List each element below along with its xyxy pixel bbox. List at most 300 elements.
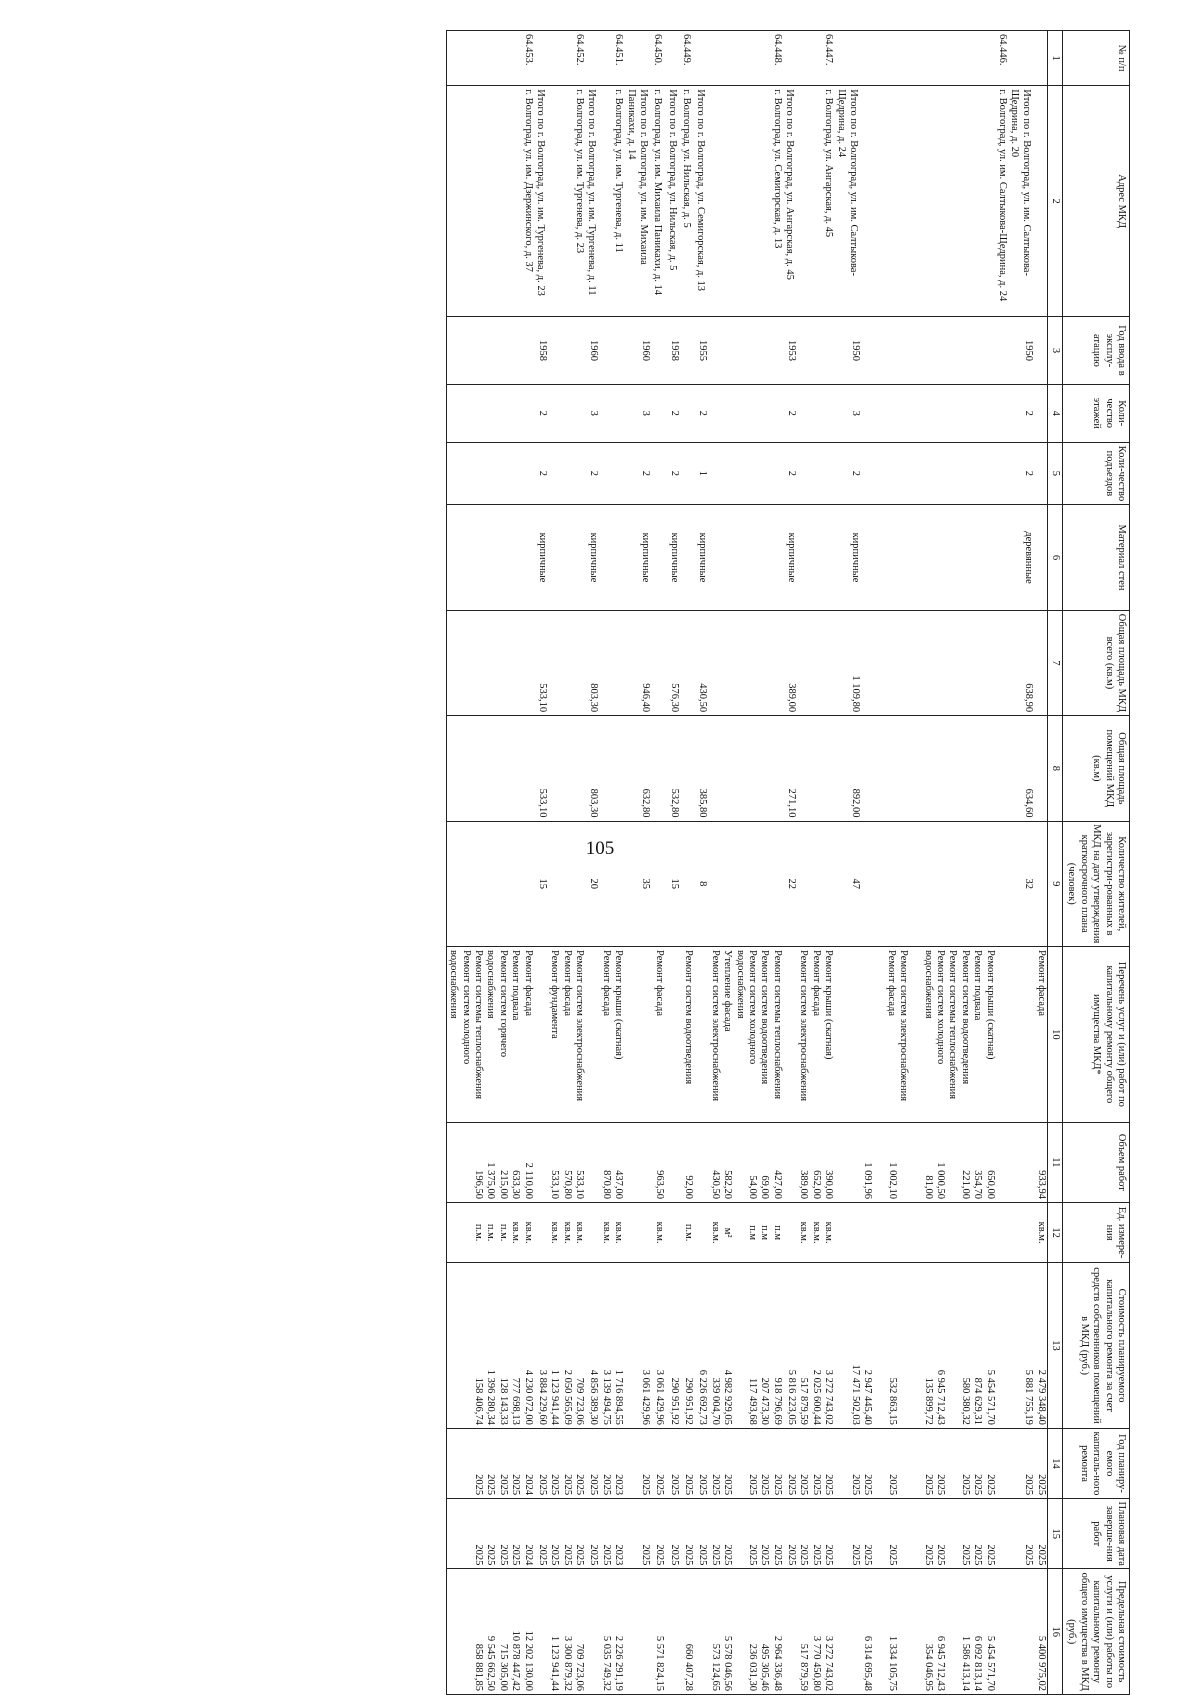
table-header <box>1047 31 1129 1695</box>
plan-year-line: 2025 <box>862 1474 874 1496</box>
residents-count <box>797 821 834 946</box>
work-volume-line <box>536 1126 548 1199</box>
end-year-line: 2025 <box>759 1544 771 1566</box>
table-row <box>1034 31 1047 1695</box>
rooms-area: 532,80 <box>665 716 679 821</box>
limit-cost <box>651 1569 665 1695</box>
plan-year-line: 2025 <box>537 1474 548 1496</box>
total-area <box>709 610 734 715</box>
plan-year-line: 2025 <box>935 1474 947 1496</box>
unit-cell-line: кв.м. <box>574 1221 586 1244</box>
entrances-count <box>797 442 834 505</box>
limit-cost <box>548 1569 585 1695</box>
planned-cost-line: 158 406,74 <box>473 1377 485 1425</box>
entrances-count <box>680 442 694 505</box>
limit-cost-line: 858 881,85 <box>473 1643 485 1691</box>
row-number: 64.452. <box>548 31 585 86</box>
planned-cost-line: 207 473,30 <box>759 1377 771 1425</box>
planned-cost-line <box>873 1266 885 1425</box>
planned-cost-line: 2 479 348,40 <box>1035 1369 1047 1425</box>
limit-cost-line <box>785 1572 797 1691</box>
limit-cost <box>797 1569 834 1695</box>
wall-material <box>600 505 625 610</box>
end-year-line: 2025 <box>473 1544 485 1566</box>
work-volume-line: 570,80 <box>561 1170 573 1199</box>
plan-year-line: 2025 <box>549 1474 561 1496</box>
end-year-line: 2025 <box>640 1544 651 1566</box>
works-list-line: Ремонт систем электроснабжения <box>798 950 810 1102</box>
end-year <box>861 1499 1008 1569</box>
work-volume-line: 427,00 <box>771 1170 783 1199</box>
plan-year-line: 2025 <box>697 1474 709 1496</box>
address-cell: г. Волгоград, ул. им. Салтыкова-Щедрина, д. 24 <box>861 86 1008 317</box>
page-number: 105 <box>585 838 615 859</box>
end-year-line: 2025 <box>1035 1544 1047 1566</box>
year-built <box>548 317 585 385</box>
unit-cell-line: кв.м. <box>549 1221 561 1244</box>
unit-cell-line: кв.м. <box>798 1221 810 1244</box>
end-year-line <box>996 1502 1008 1565</box>
works-list-line: Ремонт подвала <box>510 950 522 1021</box>
col-number: 9 <box>1047 821 1062 946</box>
planned-cost-line <box>996 1266 1008 1425</box>
work-volume <box>548 1122 585 1202</box>
table-row <box>600 31 625 1695</box>
residents-count <box>651 821 665 946</box>
limit-cost <box>585 1569 599 1695</box>
unit-cell-line: п.м <box>759 1225 771 1241</box>
end-year <box>797 1499 834 1569</box>
planned-cost-line <box>910 1266 922 1425</box>
works-list-line: Ремонт крыши (скатная) <box>984 950 996 1060</box>
header-col-16: Предельная стоимость услуги и (или) работы по капитальному ремонту общего имущества в МКД (руб.) <box>1063 1569 1130 1695</box>
end-year-line: 2025 <box>823 1544 835 1566</box>
table-row <box>733 31 783 1695</box>
end-year <box>534 1499 548 1569</box>
year-built: 1950 <box>1008 317 1035 385</box>
wall-material: кирпичные <box>665 505 679 610</box>
address-cell: г. Волгоград, ул. Семигорская, д. 13 <box>733 86 783 317</box>
plan-year-line: 2025 <box>668 1474 680 1496</box>
entrances-count: 2 <box>834 442 861 505</box>
end-year-line: 2025 <box>709 1544 721 1566</box>
planned-cost <box>665 1263 679 1429</box>
header-col-3: Год ввода в эксплу-атацию <box>1063 317 1130 385</box>
end-year-line: 2025 <box>574 1544 586 1566</box>
planned-cost-line <box>947 1266 959 1425</box>
works-list-line <box>909 950 921 1119</box>
total-area: 946,40 <box>624 610 651 715</box>
unit-cell-line <box>668 1206 680 1259</box>
planned-cost-line: 3 061 429,96 <box>640 1369 651 1425</box>
plan-year-line: 2025 <box>709 1474 721 1496</box>
planned-cost-line: 290 951,92 <box>683 1377 695 1425</box>
col-number: 15 <box>1047 1499 1062 1569</box>
entrances-count: 2 <box>1008 442 1035 505</box>
limit-cost <box>665 1569 679 1695</box>
row-number <box>585 31 599 86</box>
works-list <box>783 947 797 1123</box>
col-number: 16 <box>1047 1569 1062 1695</box>
unit-cell <box>665 1202 679 1262</box>
header-col-15: Плановая дата заверше-ния работ <box>1063 1499 1130 1569</box>
end-year <box>733 1499 783 1569</box>
residents-count <box>600 821 625 946</box>
planned-cost <box>534 1263 548 1429</box>
plan-year <box>665 1428 679 1498</box>
table-body <box>447 31 1048 1695</box>
end-year-line: 2025 <box>1023 1544 1035 1566</box>
end-year-line: 2025 <box>537 1544 548 1566</box>
work-volume <box>680 1122 694 1202</box>
unit-cell-line <box>996 1206 1008 1259</box>
works-list-line: Ремонт систем водоотведения <box>959 950 971 1085</box>
work-volume-line: 54,00 <box>747 1175 758 1199</box>
col-number: 3 <box>1047 317 1062 385</box>
plan-year-line <box>996 1432 1008 1495</box>
limit-cost <box>733 1569 783 1695</box>
work-volume <box>651 1122 665 1202</box>
rooms-area: 803,30 <box>585 716 599 821</box>
end-year-line: 2025 <box>510 1544 522 1566</box>
works-list-line <box>785 950 797 1119</box>
end-year-line: 2025 <box>850 1544 861 1566</box>
unit-cell <box>834 1202 861 1262</box>
plan-year <box>624 1428 651 1498</box>
planned-cost-line: 2 025 600,44 <box>810 1369 822 1425</box>
rooms-area <box>1034 716 1047 821</box>
work-volume <box>534 1122 548 1202</box>
limit-cost-line: 3 300 879,32 <box>561 1635 573 1691</box>
work-volume-line <box>898 1126 910 1199</box>
limit-cost-line: 573 124,65 <box>709 1643 721 1691</box>
table-row <box>834 31 861 1695</box>
plan-year <box>861 1428 1008 1498</box>
limit-cost-line: 715 305,00 <box>497 1643 509 1691</box>
address-cell: Итого по г. Волгоград, ул. Ангарская, д. 45 <box>783 86 797 317</box>
planned-cost <box>651 1263 665 1429</box>
works-list-line: Ремонт систем холодного водоснабжения <box>734 950 758 1065</box>
total-area <box>447 610 534 715</box>
residents-count: 15 <box>665 821 679 946</box>
limit-cost <box>709 1569 734 1695</box>
limit-cost-line: 495 305,46 <box>759 1643 771 1691</box>
unit-cell-line <box>888 1206 900 1259</box>
limit-cost-line <box>1022 1572 1034 1691</box>
works-list <box>651 947 665 1123</box>
end-year-line: 2025 <box>668 1544 680 1566</box>
end-year <box>548 1499 585 1569</box>
planned-cost-line: 3 272 743,02 <box>823 1369 835 1425</box>
works-list <box>1008 947 1035 1123</box>
rooms-area: 632,80 <box>624 716 651 821</box>
residents-count <box>680 821 694 946</box>
work-volume-line <box>639 1126 651 1199</box>
address-cell: Итого по г. Волгоград, ул. им. Салтыкова-Щедрина, д. 24 <box>834 86 861 317</box>
end-year-line: 2025 <box>747 1544 758 1566</box>
work-volume-line: 196,50 <box>473 1170 485 1199</box>
limit-cost-line: 2 226 291,19 <box>613 1635 625 1691</box>
unit-cell-line <box>924 1206 936 1259</box>
residents-count <box>447 821 534 946</box>
limit-cost-line: 1 334 105,75 <box>886 1635 898 1691</box>
work-volume-line: 92,00 <box>683 1175 695 1199</box>
header-col-13: Стоимость планируемого капитального ремонта за счет средств собственников помещений в МКД (руб.) <box>1063 1263 1130 1429</box>
planned-cost-line: 5 454 571,70 <box>984 1369 996 1425</box>
unit-cell <box>585 1202 599 1262</box>
unit-cell-line <box>912 1206 924 1259</box>
unit-cell-line <box>900 1206 912 1259</box>
col-number: 11 <box>1047 1122 1062 1202</box>
residents-count <box>548 821 585 946</box>
limit-cost <box>834 1569 861 1695</box>
limit-cost-line <box>588 1572 600 1691</box>
limit-cost-line: 3 272 743,02 <box>823 1635 835 1691</box>
floors-count: 2 <box>783 384 797 442</box>
planned-cost <box>548 1263 585 1429</box>
limit-cost-line: 5 571 824,15 <box>654 1635 666 1691</box>
year-built <box>861 317 1008 385</box>
plan-year <box>548 1428 585 1498</box>
rooms-area: 634,60 <box>1008 716 1035 821</box>
table-row <box>1008 31 1035 1695</box>
works-list-line: Ремонт фасада <box>654 950 666 1017</box>
works-list-line <box>1022 950 1034 1119</box>
planned-cost-line: 532 863,15 <box>886 1377 898 1425</box>
end-year-line: 2024 <box>522 1544 534 1566</box>
rooms-area: 271,10 <box>783 716 797 821</box>
work-volume-line: 933,94 <box>1035 1170 1047 1199</box>
end-year-line <box>873 1502 885 1565</box>
plan-year <box>585 1428 599 1498</box>
end-year <box>834 1499 861 1569</box>
year-built <box>600 317 625 385</box>
end-year <box>651 1499 665 1569</box>
plan-year-line: 2025 <box>798 1474 810 1496</box>
planned-cost-line: 3 061 429,96 <box>654 1369 666 1425</box>
unit-cell-line <box>785 1206 797 1259</box>
plan-year-line: 2025 <box>683 1474 695 1496</box>
header-col-4: Коли-чество этажей <box>1063 384 1130 442</box>
row-number: 64.446. <box>861 31 1008 86</box>
row-number: 64.451. <box>600 31 625 86</box>
unit-cell <box>861 1202 1008 1262</box>
year-built: 1955 <box>694 317 708 385</box>
end-year <box>585 1499 599 1569</box>
end-year <box>624 1499 651 1569</box>
works-list-line: Ремонт систем электроснабжения <box>898 950 910 1102</box>
limit-cost-line: 3 770 450,80 <box>810 1635 822 1691</box>
limit-cost-line <box>910 1572 922 1691</box>
plan-year-line: 2025 <box>497 1474 509 1496</box>
unit-cell <box>680 1202 694 1262</box>
work-volume-line: 652,00 <box>810 1170 822 1199</box>
work-volume-line: 354,70 <box>972 1170 984 1199</box>
total-area <box>680 610 694 715</box>
work-volume-line: 390,00 <box>823 1170 835 1199</box>
floors-count <box>733 384 783 442</box>
limit-cost <box>534 1569 548 1695</box>
works-list-line <box>697 950 709 1119</box>
header-col-2: Адрес МКД <box>1063 86 1130 317</box>
planned-cost-line: 2 050 565,09 <box>561 1369 573 1425</box>
limit-cost-line: 5 035 749,32 <box>600 1635 612 1691</box>
works-list <box>1034 947 1047 1123</box>
work-volume-line: 1 002,10 <box>886 1162 898 1199</box>
works-list-line <box>668 950 680 1119</box>
work-volume <box>797 1122 834 1202</box>
floors-count <box>680 384 694 442</box>
header-col-11: Объем работ <box>1063 1122 1130 1202</box>
residents-count: 15 <box>534 821 548 946</box>
row-number: 64.450. <box>651 31 665 86</box>
planned-cost <box>585 1263 599 1429</box>
residents-count: 22 <box>783 821 797 946</box>
table-row <box>680 31 694 1695</box>
works-list-line: Ремонт фасада <box>522 950 534 1017</box>
planned-cost-line: 1 396 280,34 <box>485 1369 497 1425</box>
limit-cost <box>1008 1569 1035 1695</box>
row-number <box>665 31 679 86</box>
year-built <box>447 317 534 385</box>
row-number: 64.453. <box>447 31 534 86</box>
planned-cost-line: 6 226 692,73 <box>697 1369 709 1425</box>
planned-cost-line: 135 899,72 <box>923 1377 935 1425</box>
plan-year <box>534 1428 548 1498</box>
works-list-line: Ремонт систем горячего водоснабжения <box>485 950 509 1058</box>
planned-cost <box>733 1263 783 1429</box>
planned-cost-line: 17 471 502,03 <box>850 1364 861 1425</box>
plan-year <box>680 1428 694 1498</box>
works-list-line: Ремонт систем электроснабжения <box>709 950 721 1102</box>
floors-count <box>861 384 1008 442</box>
total-area <box>600 610 625 715</box>
plan-year <box>834 1428 861 1498</box>
work-volume-line: 582,20 <box>722 1170 734 1199</box>
total-area: 576,30 <box>665 610 679 715</box>
limit-cost-line: 709 723,06 <box>574 1643 586 1691</box>
limit-cost <box>694 1569 708 1695</box>
limit-cost-line: 236 031,30 <box>747 1643 758 1691</box>
planned-cost <box>624 1263 651 1429</box>
limit-cost <box>600 1569 625 1695</box>
works-list-line: Ремонт систем водоотведения <box>683 950 695 1085</box>
year-built <box>1034 317 1047 385</box>
end-year <box>680 1499 694 1569</box>
unit-cell <box>624 1202 651 1262</box>
row-number <box>694 31 708 86</box>
entrances-count <box>1034 442 1047 505</box>
planned-cost-line: 117 493,68 <box>747 1377 758 1425</box>
limit-cost-line: 6 092 813,14 <box>972 1635 984 1691</box>
work-volume-line: 389,00 <box>798 1170 810 1199</box>
works-list-line: Ремонт систем холодного водоснабжения <box>448 950 472 1065</box>
planned-cost-line: 4 982 929,05 <box>722 1369 734 1425</box>
year-built <box>709 317 734 385</box>
rooms-area <box>680 716 694 821</box>
end-year-line: 2025 <box>485 1544 497 1566</box>
unit-cell-line <box>936 1206 948 1259</box>
planned-cost-line: 517 879,59 <box>798 1377 810 1425</box>
entrances-count: 2 <box>783 442 797 505</box>
column-number-row <box>1047 31 1062 1695</box>
entrances-count <box>600 442 625 505</box>
plan-year-line <box>898 1432 910 1495</box>
end-year <box>600 1499 625 1569</box>
work-volume-line: 1 375,00 <box>485 1162 497 1199</box>
works-list <box>600 947 625 1123</box>
plan-year <box>1034 1428 1047 1498</box>
rooms-area: 533,10 <box>534 716 548 821</box>
works-list <box>733 947 783 1123</box>
planned-cost-line: 290 951,92 <box>668 1377 680 1425</box>
limit-cost <box>783 1569 797 1695</box>
row-number <box>624 31 651 86</box>
unit-cell-line: кв.м. <box>709 1221 721 1244</box>
wall-material <box>861 505 1008 610</box>
address-cell: Итого по г. Волгоград, ул. Нильская, д. 5 <box>665 86 679 317</box>
unit-cell-line: кв.м. <box>810 1221 822 1244</box>
col-number: 4 <box>1047 384 1062 442</box>
rooms-area <box>797 716 834 821</box>
total-area <box>651 610 665 715</box>
works-list-line: Утепление фасада <box>722 950 734 1032</box>
unit-cell <box>733 1202 783 1262</box>
row-number <box>709 31 734 86</box>
work-volume <box>861 1122 1008 1202</box>
wall-material <box>1034 505 1047 610</box>
unit-cell-line: кв.м. <box>510 1221 522 1244</box>
rotated-table-container <box>44 30 1130 1695</box>
end-year-line <box>910 1502 922 1565</box>
total-area: 803,30 <box>585 610 599 715</box>
table-row <box>783 31 797 1695</box>
plan-year-line: 2025 <box>1035 1474 1047 1496</box>
table-row <box>447 31 534 1695</box>
work-volume-line: 1 000,50 <box>935 1162 947 1199</box>
col-number: 14 <box>1047 1428 1062 1498</box>
entrances-count: 1 <box>694 442 708 505</box>
year-built <box>680 317 694 385</box>
entrances-count: 2 <box>624 442 651 505</box>
planned-cost <box>680 1263 694 1429</box>
limit-cost-line: 6 314 695,48 <box>862 1635 874 1691</box>
address-cell: г. Волгоград, ул. Ангарская, д. 45 <box>797 86 834 317</box>
end-year-line: 2025 <box>862 1544 874 1566</box>
work-volume-line <box>785 1126 797 1199</box>
work-volume-line: 1 091,96 <box>862 1162 874 1199</box>
work-volume <box>694 1122 708 1202</box>
wall-material <box>651 505 665 610</box>
wall-material <box>797 505 834 610</box>
residents-count <box>709 821 734 946</box>
year-built: 1950 <box>834 317 861 385</box>
plan-year-line: 2023 <box>613 1474 625 1496</box>
address-cell: Итого по г. Волгоград, ул. им. Михаила Паникахи, д. 14 <box>624 86 651 317</box>
entrances-count: 2 <box>585 442 599 505</box>
rooms-area <box>548 716 585 821</box>
planned-cost-line: 709 723,06 <box>574 1377 586 1425</box>
unit-cell <box>548 1202 585 1262</box>
planned-cost <box>447 1263 534 1429</box>
year-built <box>797 317 834 385</box>
address-cell: Итого по г. Волгоград, ул. им. Тургенева, д. 23 <box>534 86 548 317</box>
limit-cost-line <box>849 1572 861 1691</box>
total-area <box>548 610 585 715</box>
floors-count <box>447 384 534 442</box>
work-volume-line <box>697 1126 709 1199</box>
residents-count: 8 <box>694 821 708 946</box>
